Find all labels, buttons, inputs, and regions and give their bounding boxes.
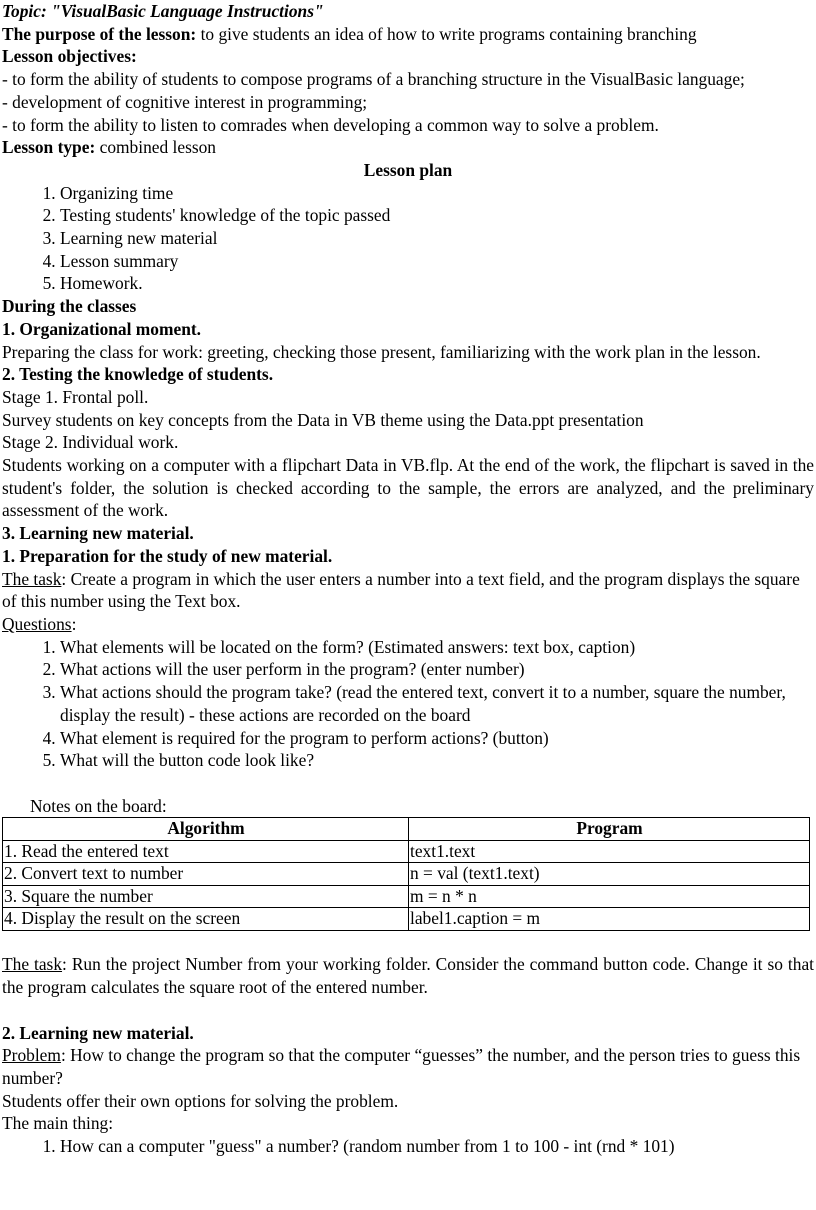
stage-label: Stage 2. Individual work. xyxy=(2,432,179,453)
table-row xyxy=(3,863,810,886)
table-cell: label1.caption = m xyxy=(409,908,810,931)
purpose-text: to give students an idea of how to write programs containing branching xyxy=(196,23,697,44)
board-table xyxy=(2,817,810,931)
spacer xyxy=(2,999,814,1022)
table-cell: 3. Square the number xyxy=(3,885,409,908)
objective-item: - to form the ability to listen to comrades when developing a common way to solve a problem. xyxy=(2,114,659,135)
table-cell: 2. Convert text to number xyxy=(3,863,409,886)
lesson-type-label: Lesson type: xyxy=(2,137,96,158)
lesson-type-text: combined lesson xyxy=(95,137,216,158)
lesson-plan-list xyxy=(2,182,814,296)
list-item: 4. What element is required for the program to perform actions? (button) xyxy=(60,727,814,750)
task-paragraph xyxy=(2,568,814,613)
task-label: The task xyxy=(2,568,62,589)
task-label: The task xyxy=(2,954,63,975)
list-item: 1. What elements will be located on the form? (Estimated answers: text box, caption) xyxy=(60,636,814,659)
subsection-heading: 1. Preparation for the study of new material. xyxy=(2,545,333,566)
paragraph: Preparing the class for work: greeting, checking those present, familiarizing with the work plan in the lesson. xyxy=(2,341,761,362)
questions-label: Questions xyxy=(2,613,72,634)
list-item: 1. How can a computer "guess" a number? (random number from 1 to 100 - int (rnd * 101) xyxy=(60,1135,814,1158)
list-item: 2. What actions will the user perform in the program? (enter number) xyxy=(60,658,814,681)
problem-paragraph xyxy=(2,1044,814,1089)
questions-colon: : xyxy=(71,613,77,634)
list-item: 5. What will the button code look like? xyxy=(60,749,814,772)
table-row xyxy=(3,840,810,863)
main-list xyxy=(2,1135,814,1158)
purpose-label: The purpose of the lesson: xyxy=(2,23,197,44)
objective-item: - to form the ability of students to compose programs of a branching structure in the VisualBasic language; xyxy=(2,69,745,90)
list-item: 1. Organizing time xyxy=(60,182,814,205)
list-item: 3. Learning new material xyxy=(60,227,814,250)
spacer xyxy=(2,772,814,795)
paragraph: The main thing: xyxy=(2,1113,114,1134)
notes-label: Notes on the board: xyxy=(30,795,167,816)
questions-list xyxy=(2,636,814,772)
section-heading: 1. Organizational moment. xyxy=(2,318,202,339)
objective-item: - development of cognitive interest in programming; xyxy=(2,91,368,112)
lesson-type xyxy=(2,136,814,159)
list-item: 2. Testing students' knowledge of the topic passed xyxy=(60,204,814,227)
paragraph: Students offer their own options for solving the problem. xyxy=(2,1090,399,1111)
topic-title: Topic: "VisualBasic Language Instructions" xyxy=(2,1,324,21)
spacer xyxy=(2,931,814,954)
stage-label: Stage 1. Frontal poll. xyxy=(2,386,149,407)
problem-text: : How to change the program so that the computer “guesses” the number, and the person tries to guess this number? xyxy=(2,1045,801,1088)
list-item: 4. Lesson summary xyxy=(60,250,814,273)
table-cell: 1. Read the entered text xyxy=(3,840,409,863)
table-cell: m = n * n xyxy=(409,885,810,908)
task-text: : Create a program in which the user enters a number into a text field, and the program displays the square of this number using the Text box. xyxy=(2,568,800,612)
during-classes-heading: During the classes xyxy=(2,296,137,317)
list-item: 3. What actions should the program take? (read the entered text, convert it to a number, square the number, display the result) - these actions are recorded on the board xyxy=(60,681,814,726)
objectives-label: Lesson objectives: xyxy=(2,46,137,67)
section-heading: 3. Learning new material. xyxy=(2,523,194,544)
lesson-plan-heading: Lesson plan xyxy=(363,159,453,180)
column-header-program: Program xyxy=(409,818,810,841)
section-heading: 2. Testing the knowledge of students. xyxy=(2,364,274,385)
task-text: : Run the project Number from your working folder. Consider the command button code. Change it so that the program calculates the square root of the entered number. xyxy=(2,954,814,998)
table-row xyxy=(3,908,810,931)
table-header-row xyxy=(3,818,810,841)
table-cell: n = val (text1.text) xyxy=(409,863,810,886)
list-item: 5. Homework. xyxy=(60,272,814,295)
lesson-purpose xyxy=(2,23,814,46)
section-heading: 2. Learning new material. xyxy=(2,1022,194,1043)
paragraph: Survey students on key concepts from the Data in VB theme using the Data.ppt presentation xyxy=(2,409,644,430)
problem-label: Problem xyxy=(2,1045,61,1066)
table-row xyxy=(3,885,810,908)
questions-label-line xyxy=(2,613,814,636)
table-cell: 4. Display the result on the screen xyxy=(3,908,409,931)
column-header-algorithm: Algorithm xyxy=(3,818,409,841)
paragraph: Students working on a computer with a flipchart Data in VB.flp. At the end of the work, the flipchart is saved in the student's folder, the solution is checked according to the sample, the errors are analyzed, and the preliminary assessment of the work. xyxy=(2,455,814,521)
task-paragraph xyxy=(2,953,814,998)
table-cell: text1.text xyxy=(409,840,810,863)
